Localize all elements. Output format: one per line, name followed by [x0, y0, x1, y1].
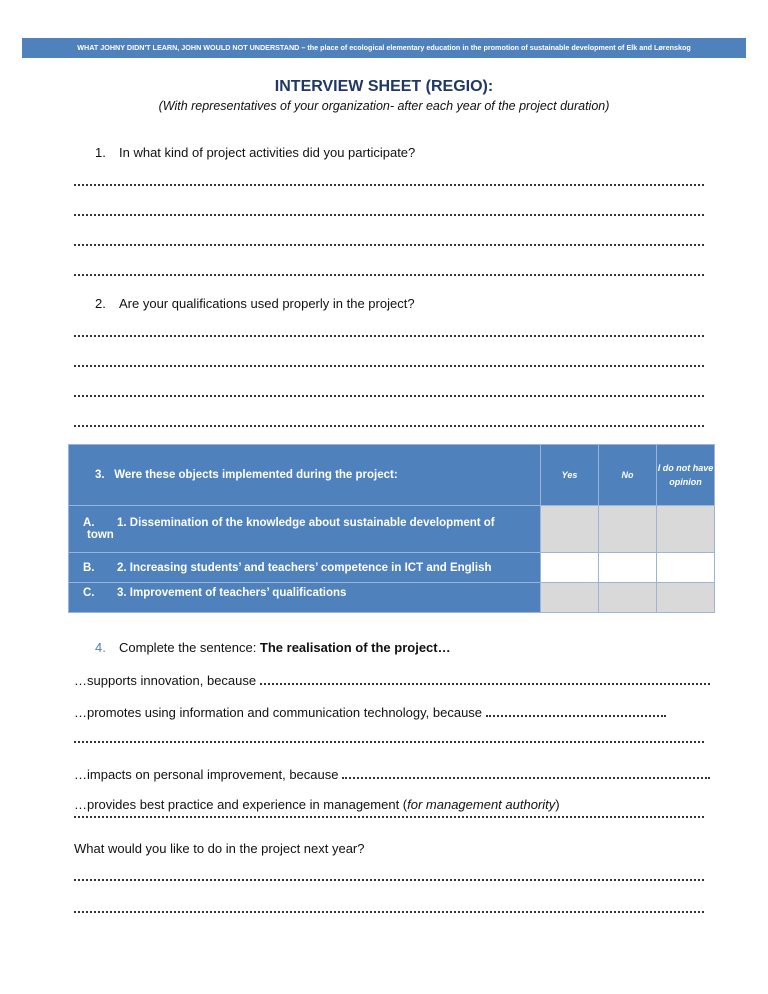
- question-1-number: 1.: [95, 145, 106, 160]
- question-4-number: 4.: [95, 640, 106, 655]
- row-b-label: [69, 553, 541, 583]
- row-b-no-cell[interactable]: [599, 553, 657, 583]
- row-a-text: 1. Dissemination of the knowledge about sustainable development of: [117, 517, 495, 529]
- row-c-no-opinion-cell[interactable]: [657, 583, 715, 613]
- question-3-number: 3.: [95, 469, 105, 481]
- answer-line-management[interactable]: [74, 812, 704, 818]
- answer-line-innovation[interactable]: [260, 679, 710, 685]
- sentence-ict: [74, 705, 666, 720]
- answer-line-q2-4[interactable]: [74, 421, 704, 427]
- row-c-yes-cell[interactable]: [541, 583, 599, 613]
- page-subtitle: (With representatives of your organization- after each year of the project duration): [158, 99, 610, 113]
- row-c-label: [69, 583, 541, 613]
- row-c-text: 3. Improvement of teachers’ qualifications: [117, 587, 347, 599]
- table-row: [69, 553, 715, 583]
- row-a-no-opinion-cell[interactable]: [657, 506, 715, 553]
- question-2: [95, 296, 415, 311]
- row-c-no-cell[interactable]: [599, 583, 657, 613]
- table-header-row: [69, 445, 715, 506]
- answer-line-next-1[interactable]: [74, 875, 704, 881]
- table-row: [69, 506, 715, 553]
- question-1: [95, 145, 415, 160]
- answer-line-q2-1[interactable]: [74, 331, 704, 337]
- answer-line-q1-2[interactable]: [74, 210, 704, 216]
- column-no: No: [599, 445, 657, 506]
- question-4: [95, 640, 451, 655]
- answer-line-next-2[interactable]: [74, 907, 704, 913]
- sentence-management-text: …provides best practice and experience in management (: [74, 797, 408, 812]
- question-1-text: In what kind of project activities did you participate?: [119, 145, 416, 160]
- row-b-yes-cell[interactable]: [541, 553, 599, 583]
- header-band: WHAT JOHNY DIDN'T LEARN, JOHN WOULD NOT UNDERSTAND – the place of ecological elementary education in the promotion of sustainable development of Elk and Lørenskog: [22, 38, 746, 58]
- row-a-no-cell[interactable]: [599, 506, 657, 553]
- sentence-personal: [74, 767, 710, 782]
- answer-line-q1-3[interactable]: [74, 240, 704, 246]
- column-yes: Yes: [541, 445, 599, 506]
- answer-line-q2-3[interactable]: [74, 391, 704, 397]
- row-c-letter: C.: [83, 587, 95, 599]
- page-title: INTERVIEW SHEET (REGIO):: [274, 78, 494, 95]
- sentence-innovation: [74, 673, 710, 688]
- answer-line-personal[interactable]: [342, 773, 710, 779]
- question-2-number: 2.: [95, 296, 106, 311]
- question-3: [69, 445, 541, 506]
- row-b-letter: B.: [83, 561, 95, 574]
- row-a-letter: A.: [83, 517, 95, 529]
- row-a-label: [69, 506, 541, 553]
- sentence-management-italic: for management authority: [407, 797, 556, 812]
- sentence-personal-text: …impacts on personal improvement, because: [74, 767, 339, 782]
- row-a-yes-cell[interactable]: [541, 506, 599, 553]
- answer-line-ict[interactable]: [486, 711, 666, 717]
- question-4-lead: Complete the sentence:: [119, 640, 260, 655]
- sentence-management: [74, 797, 560, 812]
- objects-table: [68, 444, 715, 613]
- sentence-management-end: ): [555, 797, 560, 812]
- answer-line-q1-1[interactable]: [74, 180, 704, 186]
- table-row: [69, 583, 715, 613]
- question-4-bold: The realisation of the project…: [259, 640, 451, 655]
- row-a-text-cont: town: [87, 529, 114, 541]
- column-no-opinion: I do not have opinion: [657, 445, 715, 506]
- row-b-text: 2. Increasing students’ and teachers’ competence in ICT and English: [117, 561, 492, 574]
- sentence-ict-text: …promotes using information and communication technology, because: [74, 705, 483, 720]
- next-year-question: What would you like to do in the project next year?: [74, 841, 365, 856]
- question-3-text: Were these objects implemented during the project:: [114, 469, 398, 481]
- answer-line-ict-2[interactable]: [74, 737, 704, 743]
- sentence-innovation-text: …supports innovation, because: [74, 673, 257, 688]
- answer-line-q2-2[interactable]: [74, 361, 704, 367]
- question-2-text: Are your qualifications used properly in the project?: [119, 296, 415, 311]
- answer-line-q1-4[interactable]: [74, 270, 704, 276]
- row-b-no-opinion-cell[interactable]: [657, 553, 715, 583]
